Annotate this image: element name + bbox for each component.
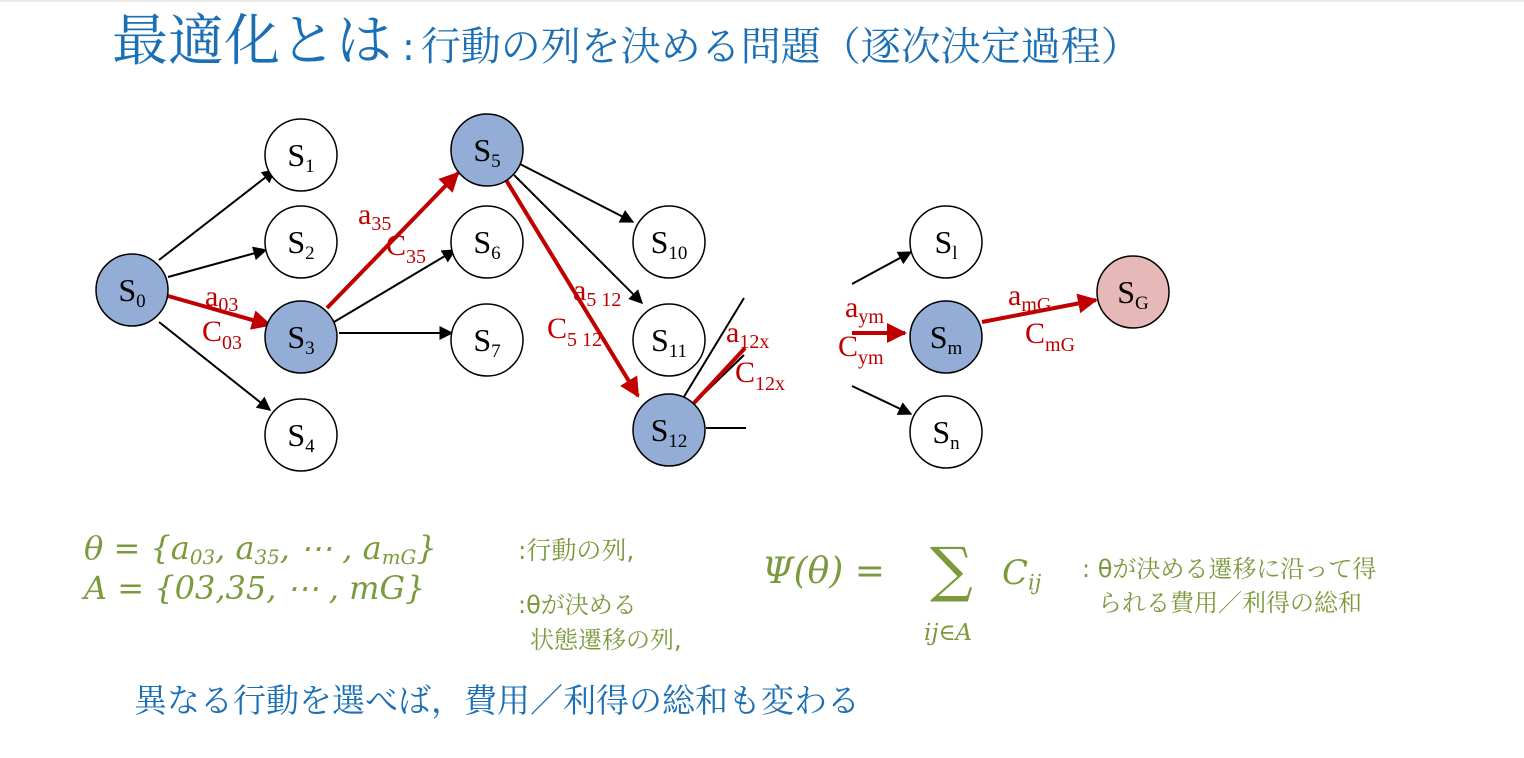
- psi-sum: ∑: [930, 535, 973, 605]
- node-s6-label: S6: [473, 224, 501, 264]
- theta-a3: a: [362, 529, 382, 567]
- psi-sum-index: ij∈A: [924, 620, 973, 646]
- psi-term: [1002, 553, 1042, 595]
- node-s10-label: S10: [650, 224, 688, 264]
- theta-sub3: mG: [381, 545, 417, 569]
- theta-a1: a: [170, 529, 190, 567]
- label-a12x: $a_{12x}$: [726, 316, 770, 353]
- node-s12-label: S12: [650, 412, 688, 452]
- node-s11-label: S11: [650, 322, 688, 362]
- a-set-formula: A = {03,35, ⋯ , mG}: [84, 569, 426, 607]
- label-aym: $a_{ym}$: [845, 291, 884, 328]
- label-c03: $C_{03}$: [202, 315, 243, 354]
- node-s1-label: S1: [287, 137, 315, 177]
- title-main: 最適化とは: [112, 9, 392, 74]
- a-note-line2: 状態遷移の列,: [530, 626, 682, 654]
- theta-sep1: ,: [215, 529, 236, 567]
- node-s3-label: S3: [287, 319, 315, 359]
- label-amG: $a_{mG}$: [1008, 279, 1052, 316]
- edge-s5-s10: [518, 163, 633, 222]
- theta-close: }: [416, 529, 437, 567]
- theta-lhs: θ = {: [84, 529, 171, 567]
- node-s12-circle: [633, 394, 705, 466]
- a-note-line1: :θが決める: [518, 591, 637, 619]
- label-a512: $a_{5 12}$: [573, 274, 622, 311]
- summary-text: 異なる行動を選べば，費用／利得の総和も変わる: [134, 681, 860, 720]
- label-c512: $C_{5 12}$: [547, 312, 603, 351]
- theta-sub1: 03: [189, 545, 216, 569]
- node-s5-label: S5: [473, 132, 501, 172]
- psi-note-line2: られる費用／利得の総和: [1098, 589, 1362, 617]
- node-sn-label: Sn: [932, 414, 960, 454]
- edge-s0-s1: [159, 170, 275, 260]
- edge-sm-sn: [852, 386, 911, 414]
- title-subtitle: 行動の列を決める問題（逐次決定過程）: [420, 24, 1141, 70]
- node-s11-circle: [633, 304, 705, 376]
- title-separator: :: [402, 25, 415, 69]
- edge-sm-sl: [852, 252, 911, 284]
- label-a35: $a_{35}$: [358, 198, 392, 235]
- node-s2-label: S2: [287, 224, 315, 264]
- theta-note: :行動の列,: [518, 536, 635, 565]
- theta-sub2: 35: [254, 545, 280, 569]
- node-s4-label: S4: [287, 417, 315, 457]
- psi-term-base: C: [1002, 553, 1029, 593]
- node-s0-label: S0: [118, 272, 146, 312]
- psi-term-sub: ij: [1028, 569, 1042, 595]
- psi-note-line1: : θが決める遷移に沿って得: [1082, 555, 1377, 583]
- label-c12x: $C_{12x}$: [735, 356, 786, 395]
- node-s7-label: S7: [473, 322, 501, 362]
- label-cmG: $C_{mG}$: [1025, 317, 1076, 356]
- edge-s0-s2: [168, 250, 266, 277]
- label-cym: $C_{ym}$: [838, 330, 884, 369]
- label-a03: a03: [205, 280, 239, 316]
- edge-s5-s12-path: [506, 180, 638, 396]
- node-s10-circle: [633, 206, 705, 278]
- node-sl-label: Sl: [934, 224, 958, 264]
- node-sG-label: SG: [1117, 274, 1149, 314]
- label-c35: $C_{35}$: [386, 229, 427, 268]
- theta-a2: a: [235, 529, 255, 567]
- psi-lhs: Ψ(θ) =: [762, 551, 885, 592]
- node-sm-label: Sm: [929, 319, 963, 359]
- theta-formula: [84, 529, 437, 569]
- theta-rest: , ⋯ ,: [279, 529, 363, 567]
